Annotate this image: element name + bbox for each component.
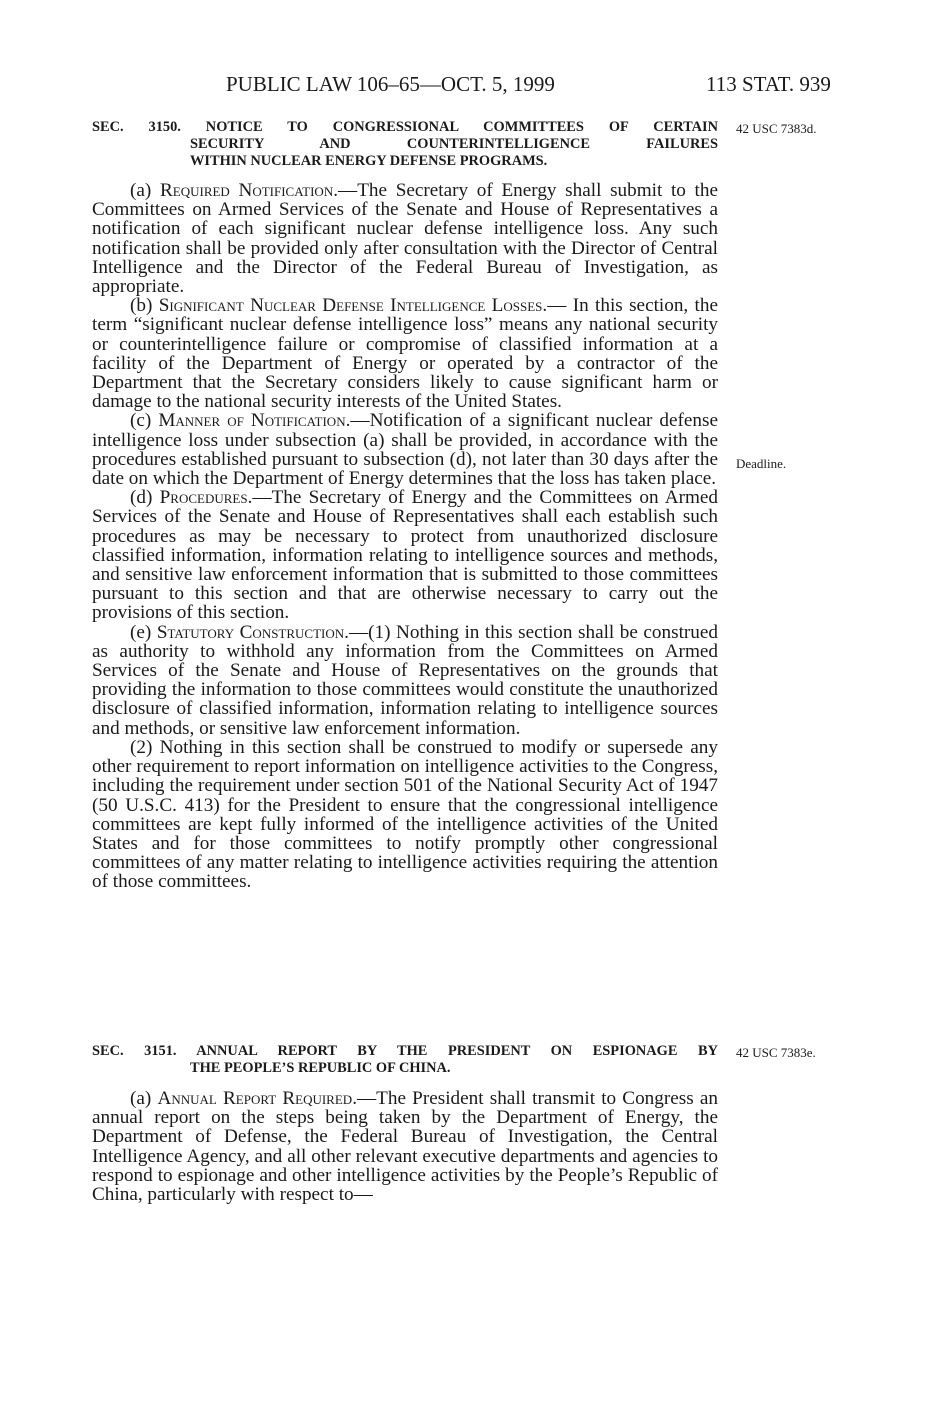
subsection-b: (b) Significant Nuclear Defense Intelligence Losses.— In this section, the term “significant nuclear defense intelligence loss” means any national security or counterintelligence failure or compromise of classified information at a facility of the Department of Energy or operated by a contractor of the Department that the Secretary considers likely to cause significant harm or damage to the national security interests of the United States. bbox=[92, 295, 718, 413]
subsection-a: (a) Required Notification.—The Secretary of Energy shall submit to the Committees on Armed Services of the Senate and House of Representatives a notification of each significant nuclear defense intelligence loss. Any such notification shall be provided only after consultation with the Director of Central Intelligence and the Director of the Federal Bureau of Investigation, as appropriate. bbox=[92, 180, 718, 298]
sec-3151-subsection-a-title: Annual Report Required bbox=[157, 1088, 353, 1109]
sec-3150-heading-line3: WITHIN NUCLEAR ENERGY DEFENSE PROGRAMS. bbox=[190, 153, 548, 169]
subsection-b-title: Significant Nuclear Defense Intelligence Losses bbox=[158, 295, 543, 317]
sec-3150-heading bbox=[92, 119, 718, 170]
sec-3150-body bbox=[92, 181, 718, 892]
margin-note-deadline: Deadline. bbox=[736, 456, 787, 471]
margin-citation-3151: 42 USC 7383e. bbox=[736, 1045, 816, 1060]
sec-3151-heading bbox=[92, 1043, 718, 1077]
subsection-e-title: Statutory Construction bbox=[156, 621, 345, 643]
margin-citation-3150: 42 USC 7383d. bbox=[736, 121, 817, 136]
sec-3151-subsection-a: (a) Annual Report Required.—The President shall transmit to Congress an annual report on the steps being taken by the Department of Energy, the Department of Defense, the Federal Bureau of Investigation, the Central Intelligence Agency, and all other relevant executive departments and agencies to respond to espionage and other intelligence activities by the People’s Republic of China, particularly with respect to— bbox=[92, 1088, 718, 1206]
header-stat-page: 113 STAT. 939 bbox=[706, 72, 831, 96]
sec-3151-heading-line2: THE PEOPLE’S REPUBLIC OF CHINA. bbox=[190, 1060, 451, 1076]
subsection-d: (d) Procedures.—The Secretary of Energy and the Committees on Armed Services of the Senate and House of Representatives shall each establish such procedures as may be necessary to protect from unauthorized disclosure classified information, information relating to intelligence sources and methods, and sensitive law enforcement information that is submitted to those committees pursuant to this section and that are otherwise necessary to carry out the provisions of this section. bbox=[92, 487, 718, 624]
running-header bbox=[0, 72, 949, 102]
subsection-c: (c) Manner of Notification.—Notification of a significant nuclear defense intelligence loss under subsection (a) shall be provided, in accordance with the procedures established pursuant to subsection (d), not later than 30 days after the date on which the Department of Energy determines that the loss has taken place. bbox=[92, 410, 718, 490]
sec-3151-heading-line1: SEC. 3151. ANNUAL REPORT BY THE PRESIDENT ON ESPIONAGE BY bbox=[92, 1043, 718, 1059]
subsection-d-title: Procedures bbox=[159, 487, 248, 509]
subsection-e: (e) Statutory Construction.—(1) Nothing in this section shall be construed as authority to withhold any information from the Committees on Armed Services of the Senate and House of Representatives on the grounds that providing the information to those committees would constitute the unauthorized disclosure of classified information, information relating to intelligence sources and methods, or sensitive law enforcement information. bbox=[92, 621, 718, 739]
header-title: PUBLIC LAW 106–65—OCT. 5, 1999 bbox=[226, 72, 555, 96]
sec-3151-body bbox=[92, 1089, 718, 1204]
subsection-c-title: Manner of Notification bbox=[158, 410, 346, 432]
sec-3150-heading-line2: SECURITY AND COUNTERINTELLIGENCE FAILURES bbox=[190, 136, 718, 152]
subsection-e-paragraph-2: (2) Nothing in this section shall be construed to modify or supersede any other requirement to report information on intelligence activities to the Congress, including the requirement under section 501 of the National Security Act of 1947 (50 U.S.C. 413) for the President to ensure that the congressional intelligence committees are kept fully informed of the intelligence activities of the United States and for those committees to notify promptly other congressional committees of any matter relating to intelligence activities requiring the attention of those committees. bbox=[92, 736, 718, 893]
sec-3150-heading-line1: SEC. 3150. NOTICE TO CONGRESSIONAL COMMITTEES OF CERTAIN bbox=[92, 119, 718, 135]
subsection-a-title: Required Notification bbox=[159, 180, 334, 201]
